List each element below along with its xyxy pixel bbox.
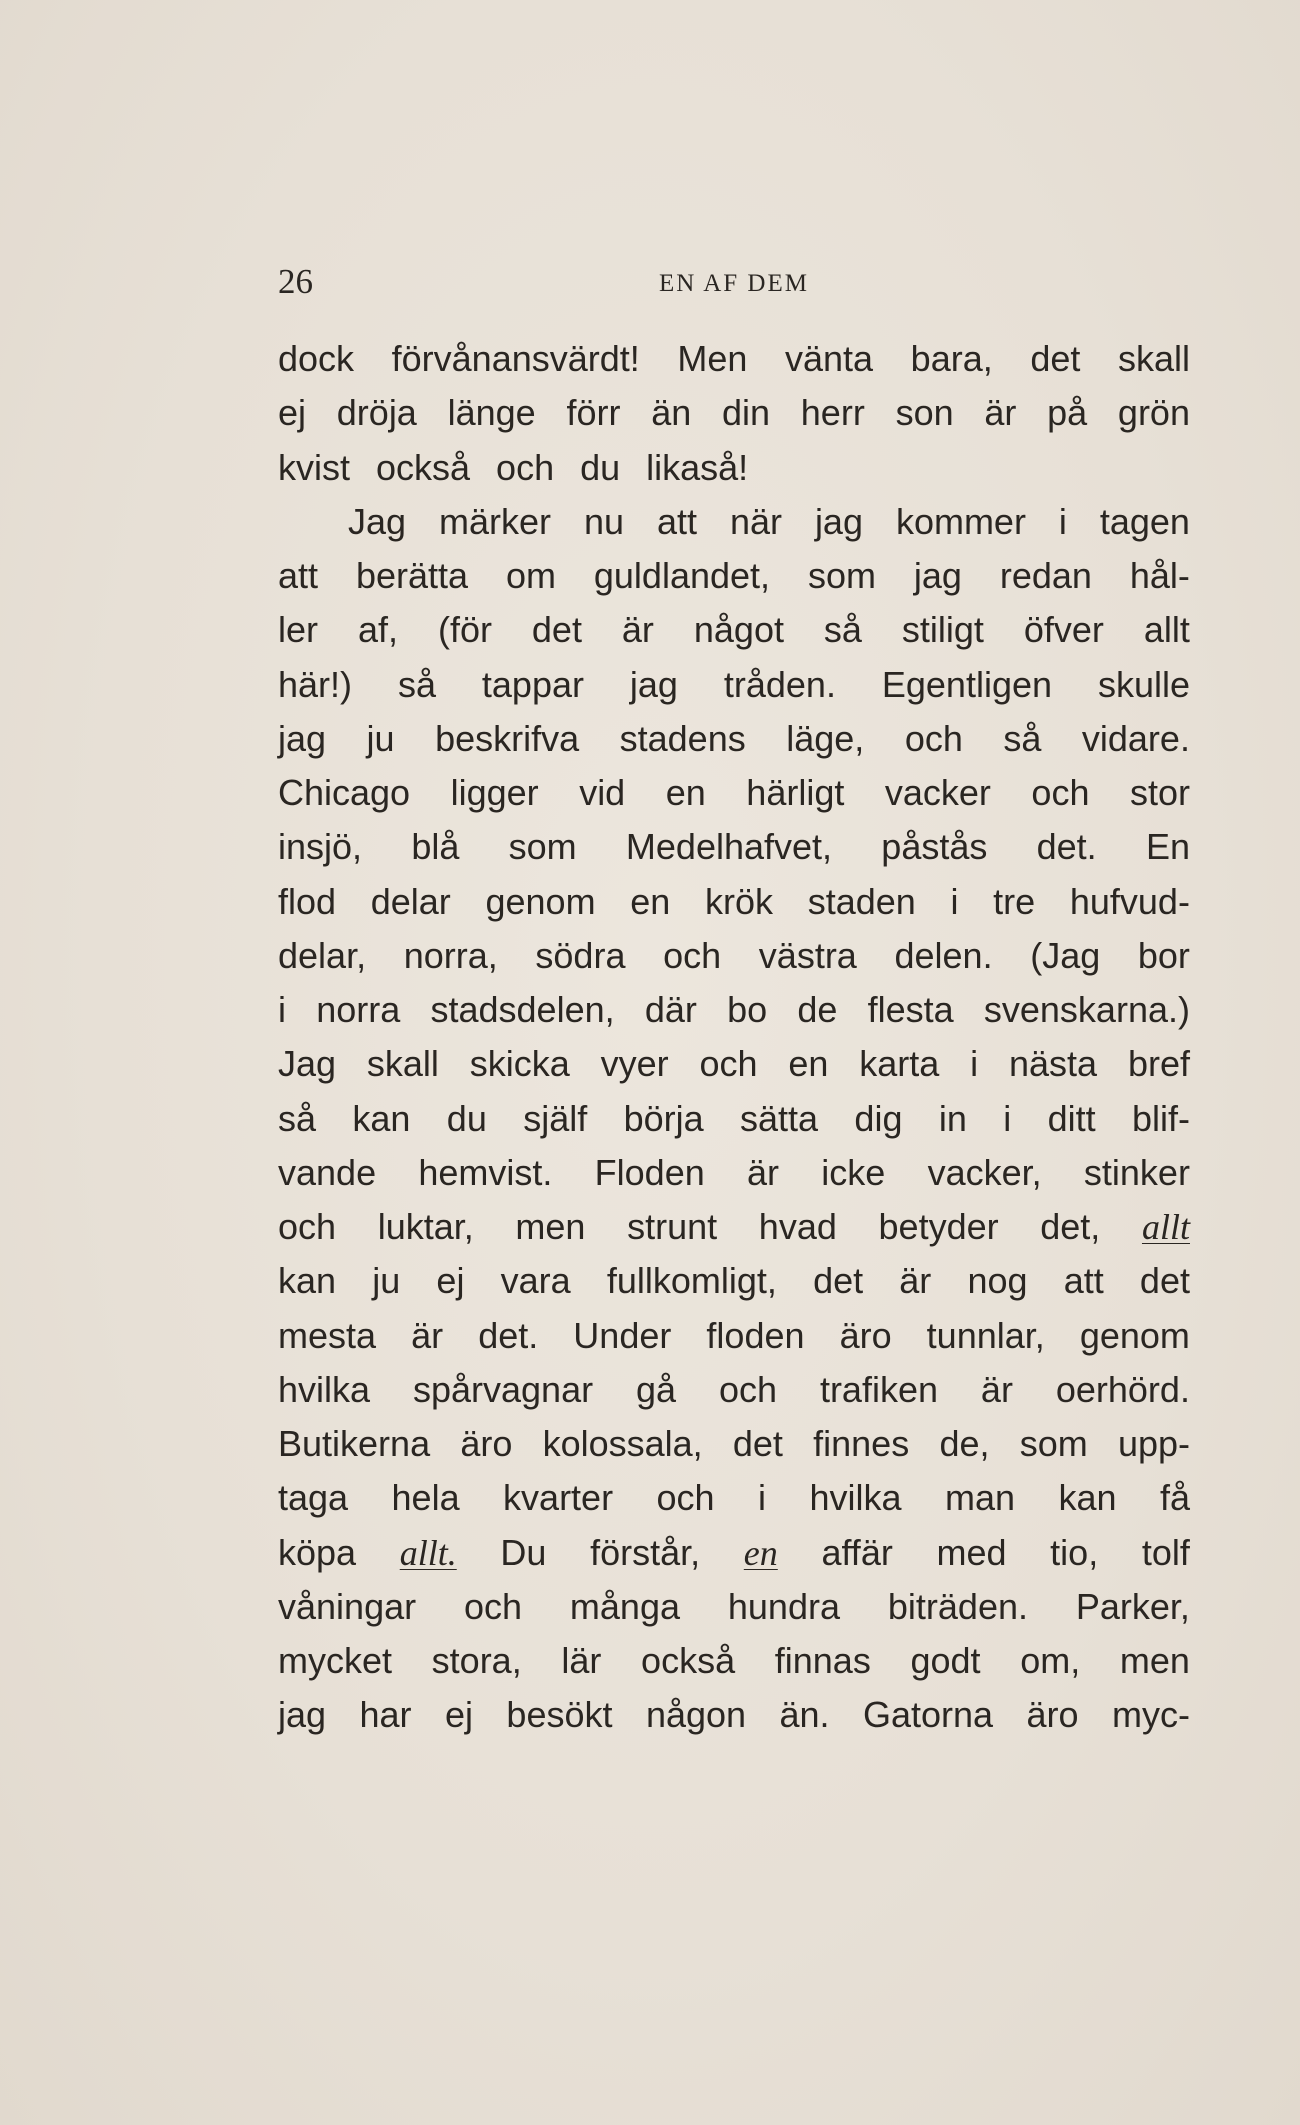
word: beskrifva [435,717,580,759]
word: som [807,555,876,596]
word: ej [436,1260,465,1302]
word: likaså! [646,446,749,488]
word: i [950,880,959,922]
word: och [463,1585,523,1627]
word: tagen [1099,500,1190,542]
word: vänta [785,338,874,379]
word: Butikerna [278,1423,431,1464]
word: en [788,1043,829,1085]
word: allt [1143,609,1190,651]
word: ler [278,609,319,651]
word: tio, [1050,1531,1099,1573]
word: son [895,392,954,434]
text-line [278,1634,1190,1688]
word: vacker, [927,1151,1042,1193]
word: taga [278,1477,349,1519]
word: ditt [1047,1097,1096,1139]
word: någon [645,1694,747,1736]
word: tappar [481,663,584,705]
word: något [693,609,784,651]
word: hela [391,1477,460,1519]
word: på [1047,392,1088,434]
word: grön [1117,392,1190,434]
text-line [278,1417,1190,1471]
word: Chicago [278,772,411,813]
word: västra [758,934,857,976]
word: icke [821,1151,886,1193]
word: skall [366,1043,439,1085]
word: stor [1129,772,1190,813]
text-line [278,1580,1190,1634]
word: och [699,1043,758,1085]
word: jag [278,1694,327,1736]
word: det [813,1260,864,1302]
word: de [797,989,838,1030]
word: affär [821,1531,893,1573]
word: och [718,1368,778,1410]
word: ju [372,1260,401,1302]
word: allt [1141,1207,1190,1247]
word: länge [447,392,536,434]
word: märker [439,500,552,542]
word: delen. [894,934,993,976]
word: det, [1040,1206,1101,1247]
word: är [411,1314,444,1356]
word: läge, [786,717,865,759]
word: oerhörd. [1055,1368,1190,1410]
word: nästa [1009,1043,1098,1085]
word: det [531,609,582,651]
word: det [732,1423,783,1464]
word: jag [814,500,863,542]
word: Jag [348,500,407,542]
word: när [729,500,782,542]
word: jag [913,555,962,596]
word: där [644,989,697,1030]
word: Under [573,1314,672,1356]
word: Egentligen [881,663,1053,705]
word: och [656,1477,715,1519]
text-line [278,983,1190,1037]
word: staden [807,880,916,922]
text-line [278,1254,1190,1308]
word: herr [800,392,865,434]
word: är [984,392,1017,434]
word: kommer [895,500,1026,542]
word: påstås [881,826,988,868]
text-line [278,1471,1190,1525]
word: fullkomligt, [606,1260,777,1302]
word: luktar, [377,1206,474,1247]
word: allt. [399,1532,457,1573]
word: ligger [450,772,539,813]
word: förvånansvärdt! [391,338,640,379]
word: men [1119,1640,1190,1681]
word: det [1030,338,1081,379]
word: in [938,1097,967,1139]
word: är [980,1368,1013,1410]
word: är [747,1151,780,1193]
text-line [278,386,1190,440]
word: vyer [600,1043,669,1085]
word: i [758,1477,767,1519]
word: vid [579,772,626,813]
word: de, [939,1423,990,1464]
text-line [278,1037,1190,1091]
word: hundra [727,1585,840,1627]
word: men [515,1206,586,1247]
word: själf [523,1097,588,1139]
word: berätta [355,555,469,596]
word: köpa [278,1531,357,1573]
word: skulle [1097,663,1190,705]
word: att [1063,1260,1104,1302]
word: insjö, [278,826,363,868]
word: också [376,446,471,488]
word: bara, [910,338,993,379]
text-line [278,1526,1190,1580]
word: stiligt [901,609,984,651]
word: och [1031,772,1090,813]
text-line [278,1092,1190,1146]
word: hemvist. [418,1151,553,1193]
text-line [278,495,1190,549]
text-line [278,441,1190,495]
word: det [1139,1260,1190,1302]
word: äro [839,1314,892,1356]
word: spårvagnar [412,1368,594,1410]
text-line [278,1309,1190,1363]
word: i [1058,500,1067,542]
word: och [663,934,722,976]
word: du [446,1097,487,1139]
word: och [496,446,555,488]
word: om, [1020,1640,1081,1681]
word: du [580,446,621,488]
word: tre [993,880,1036,922]
word: norra, [403,934,498,976]
word: gå [636,1368,677,1410]
word: och [278,1206,337,1247]
word: så [278,1097,317,1139]
word: krök [704,880,773,922]
word: delar [370,880,451,922]
word: Parker, [1075,1585,1190,1627]
text-line [278,1200,1190,1254]
text-line [278,332,1190,386]
word: tråden. [723,663,836,705]
word: öfver [1023,609,1104,651]
running-head: EN AF DEM [659,270,809,297]
word: bref [1127,1043,1190,1085]
word: våningar [278,1585,417,1627]
word: myc- [1111,1694,1190,1736]
text-line [278,1688,1190,1742]
word: i [970,1043,979,1085]
word: Floden [594,1151,705,1193]
word: det. [1036,826,1097,868]
word: vidare. [1081,717,1190,759]
word: norra [316,989,401,1030]
word: tolf [1141,1531,1190,1573]
word: strunt [627,1206,718,1247]
word: redan [999,555,1092,596]
word: Men [677,338,748,379]
word: om [505,555,556,596]
word: nu [583,500,625,542]
word: lär [561,1640,602,1681]
text-line [278,549,1190,603]
text-line [278,658,1190,712]
word: är [621,609,654,651]
word: med [936,1531,1007,1573]
word: bor [1137,934,1190,976]
word: En [1145,826,1190,868]
word: och [904,717,963,759]
word: stadsdelen, [430,989,615,1030]
word: man [944,1477,1016,1519]
word: skall [1117,338,1190,379]
word: hvad [758,1206,837,1247]
word: jag [278,717,327,759]
word: Jag [278,1043,337,1085]
word: kvarter [503,1477,614,1519]
word: äro [460,1423,513,1464]
word: hvilka [278,1368,371,1410]
word: en [665,772,706,813]
word: kan [1058,1477,1117,1519]
word: genom [1079,1314,1190,1356]
word: trafiken [819,1368,938,1410]
word: en [743,1532,778,1573]
body-text [278,332,1190,1743]
word: delar, [278,934,367,976]
word: besökt [506,1694,613,1736]
word: i [278,989,286,1030]
word: flesta [867,989,954,1030]
word: många [569,1585,680,1627]
word: härligt [746,772,845,813]
word: är [899,1260,932,1302]
word: upp- [1117,1423,1190,1464]
word: hvilka [809,1477,902,1519]
word: här!) [278,663,353,705]
word: södra [535,934,626,976]
word: som [508,826,577,868]
word: Du [500,1531,547,1573]
word: finnes [813,1423,910,1464]
word: af, [357,609,398,651]
text-line [278,603,1190,657]
word: stadens [619,717,746,759]
word: jag [629,663,678,705]
word: förr [566,392,621,434]
word: skicka [469,1043,570,1085]
word: floden [706,1314,805,1356]
text-line [278,1146,1190,1200]
word: än [651,392,692,434]
word: än. [779,1694,830,1736]
word: så [397,663,436,705]
text-line [278,1363,1190,1417]
word: vacker [884,772,991,813]
word: (för [437,609,492,651]
word: svenskarna.) [983,989,1190,1030]
word: hål- [1129,555,1190,596]
word: genom [485,880,596,922]
word: dig [854,1097,903,1139]
word: mesta [278,1314,377,1356]
word: kan [352,1097,411,1139]
text-line [278,820,1190,874]
word: betyder [878,1206,999,1247]
word: sätta [740,1097,819,1139]
word: kolossala, [542,1423,703,1464]
word: som [1019,1423,1088,1464]
word: har [359,1694,412,1736]
word: börja [623,1097,704,1139]
text-line [278,875,1190,929]
word: kvist [278,446,350,488]
word: godt [910,1640,981,1681]
word: vande [278,1151,377,1193]
word: ej [278,392,307,434]
word: mycket [278,1640,393,1681]
word: finnas [774,1640,871,1681]
word: biträden. [887,1585,1028,1627]
word: så [823,609,862,651]
word: så [1003,717,1042,759]
word: dröja [336,392,417,434]
word: äro [1026,1694,1079,1736]
word: det. [478,1314,539,1356]
word: stinker [1083,1151,1190,1193]
word: ej [444,1694,473,1736]
word: guldlandet, [593,555,771,596]
word: Gatorna [862,1694,994,1736]
word: din [721,392,771,434]
text-line [278,929,1190,983]
word: i [1003,1097,1012,1139]
text-line [278,712,1190,766]
word: också [641,1640,736,1681]
word: karta [859,1043,940,1085]
word: att [656,500,697,542]
word: förstår, [590,1531,701,1573]
word: få [1159,1477,1190,1519]
text-line [278,766,1190,820]
word: bo [727,989,768,1030]
word: kan [278,1260,337,1302]
word: stora, [431,1640,522,1681]
word: hufvud- [1069,880,1190,922]
word: blå [411,826,460,868]
word: dock [278,338,355,379]
word: blif- [1131,1097,1190,1139]
word: ju [366,717,395,759]
word: tunnlar, [926,1314,1045,1356]
page-header [278,262,1190,302]
word: (Jag [1030,934,1101,976]
page-number: 26 [278,262,313,301]
word: en [630,880,671,922]
word: Medelhafvet, [625,826,833,868]
word: nog [967,1260,1028,1302]
word: att [278,555,319,596]
word: flod [278,880,337,922]
word: vara [500,1260,571,1302]
